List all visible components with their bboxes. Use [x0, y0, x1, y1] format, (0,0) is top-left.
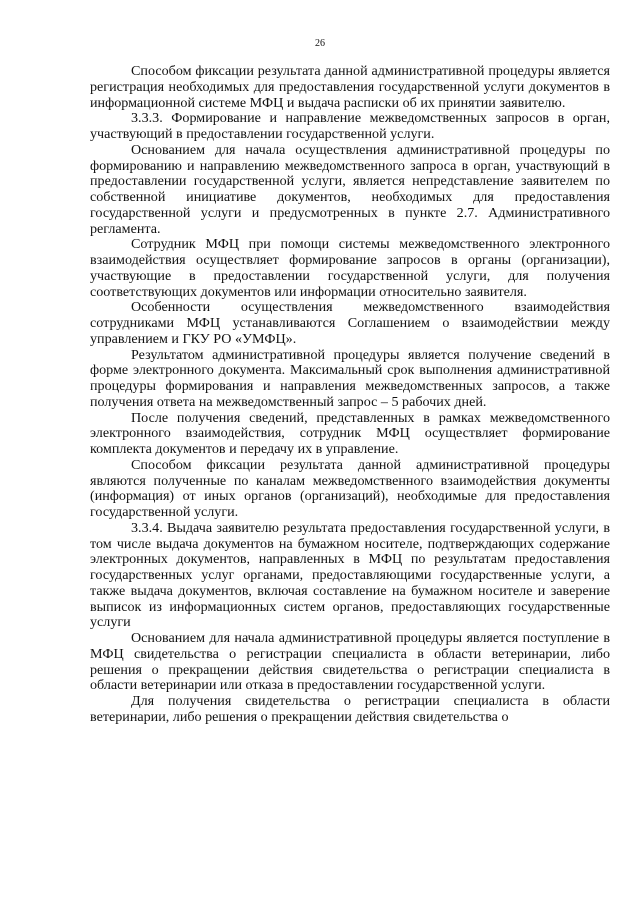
document-body: [90, 64, 610, 726]
paragraph-section-3-3-3-heading: 3.3.3. Формирование и направление межведомственных запросов в орган, участвующий в предоставлении государственной услуги.: [90, 110, 610, 142]
paragraph-receiving-certificate: Для получения свидетельства о регистрации специалиста в области ветеринарии, либо решения о прекращении действия свидетельства о: [90, 693, 610, 725]
paragraph-fixation-method-received-docs: Способом фиксации результата данной административной процедуры являются полученные по каналам межведомственного взаимодействия документы (информация) от иных органов (организаций), необходимые для предоставления государственной услуги.: [90, 456, 610, 520]
page-number: 26: [315, 38, 325, 49]
paragraph-mfc-employee-requests: Сотрудник МФЦ при помощи системы межведомственного электронного взаимодействия осуществляет формирование запросов в органы (организации), участвующие в предоставлении государственной услуги, для получения соответствующих документов или информации относительно заявителя.: [90, 236, 610, 300]
paragraph-basis-for-issuance: Основанием для начала административной процедуры является поступление в МФЦ свидетельства о регистрации специалиста в области ветеринарии, либо решения о прекращении действия свидетельства о регистрации специалиста в области ветеринарии или отказа в предоставлении государственной услуги.: [90, 630, 610, 694]
paragraph-procedure-result-deadline: Результатом административной процедуры является получение сведений в форме электронного документа. Максимальный срок выполнения административной процедуры формирования и направления межведомственных запросов, а также получения ответа на межведомственный запрос – 5 рабочих дней.: [90, 346, 610, 410]
paragraph-interaction-features: Особенности осуществления межведомственного взаимодействия сотрудниками МФЦ устанавливаются Соглашением о взаимодействии между управлением и ГКУ РО «УМФЦ».: [90, 299, 610, 347]
paragraph-fixation-method-registration: Способом фиксации результата данной административной процедуры является регистрация необходимых для предоставления государственной услуги документов в информационной системе МФЦ и выдача расписки об их принятии заявителю.: [90, 63, 610, 111]
paragraph-after-receiving-info: После получения сведений, представленных в рамках межведомственного электронного взаимодействия, сотрудник МФЦ осуществляет формирование комплекта документов и передачу их в управление.: [90, 409, 610, 457]
paragraph-basis-for-interagency-request: Основанием для начала осуществления административной процедуры по формированию и направлению межведомственного запроса в орган, участвующий в предоставлении государственной услуги, является непредставление заявителем по собственной инициативе документов, необходимых для предоставления государственной услуги и предусмотренных в пункте 2.7. Административного регламента.: [90, 141, 610, 237]
paragraph-section-3-3-4-heading: 3.3.4. Выдача заявителю результата предоставления государственной услуги, в том числе выдача документов на бумажном носителе, подтверждающих содержание электронных документов, направленных в МФЦ по результатам предоставления государственных услуг органами, предоставляющими государственные услуги, а также выдача документов, включая составление на бумажном носителе и заверение выписок из информационных систем органов, предоставляющих государственные услуги: [90, 519, 610, 631]
